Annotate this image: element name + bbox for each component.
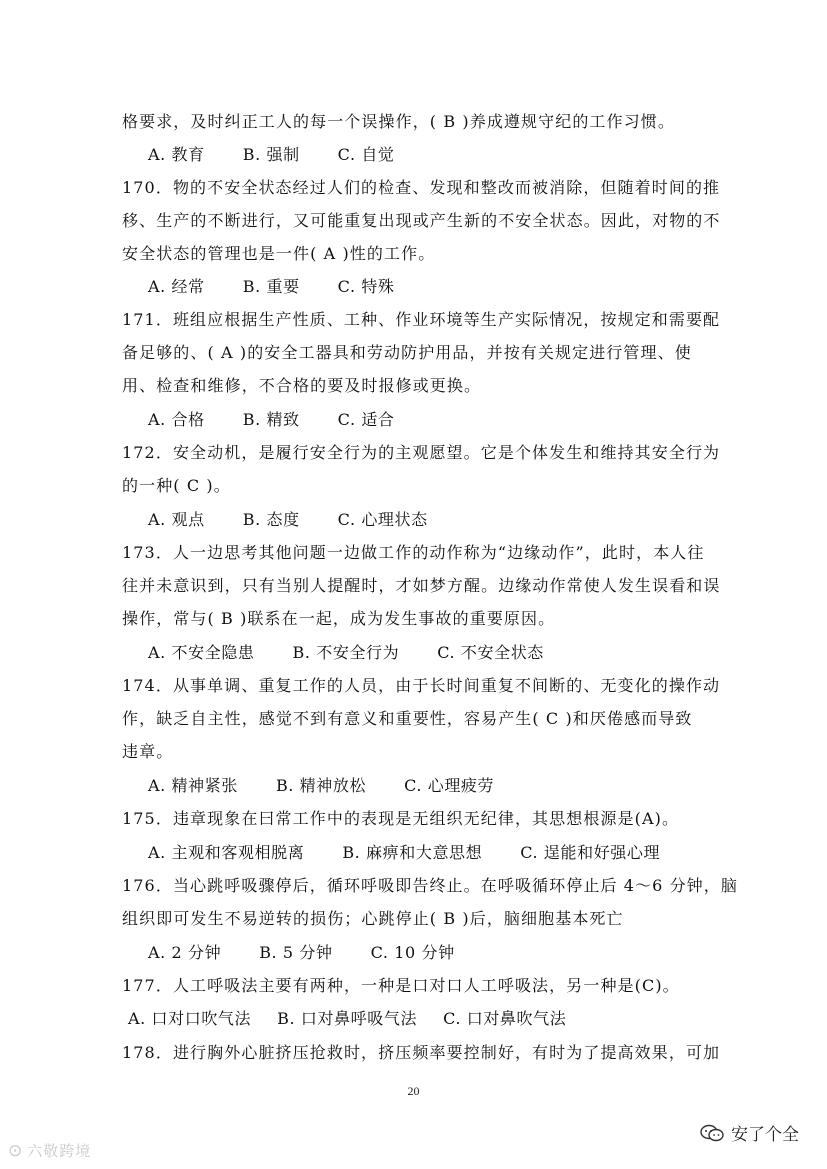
options-q171 [148,409,738,431]
option-c: C. 适合 [337,410,395,429]
question-176: 176．当心跳呼吸骤停后，循环呼吸即告终止。在呼吸循环停止后 4～6 分钟，脑 [122,876,738,895]
options-q170 [148,276,738,298]
options-q172 [148,509,738,531]
option-c: C. 10 分钟 [370,943,455,962]
question-172: 172．安全动机，是履行安全行为的主观愿望。它是个体发生和维持其安全行为 [122,443,721,462]
options-q169 [148,144,738,166]
text-line: 往并未意识到，只有当别人提醒时，才如梦方醒。边缘动作常使人发生误看和误 [122,576,721,595]
watermark-right [699,1120,799,1145]
option-c: C. 心理疲劳 [404,776,495,795]
options-q174 [148,775,738,797]
options-q175 [148,842,738,864]
wechat-icon [699,1124,725,1142]
option-a: A. 经常 [148,277,205,296]
option-a: A. 观点 [148,510,205,529]
options-q176 [148,942,738,964]
text-line: 作，缺乏自主性，感觉不到有意义和重要性，容易产生( C )和厌倦感而导致 [122,709,693,728]
text-line: 安全状态的管理也是一件( A )性的工作。 [122,244,436,263]
text-line: 移、生产的不断进行，又可能重复出现或产生新的不安全状态。因此，对物的不 [122,211,721,230]
options-q173 [148,642,738,664]
question-175: 175．违章现象在曰常工作中的表现是无组织无纪律，其思想根源是(A)。 [122,809,680,828]
option-c: C. 口对鼻吹气法 [443,1009,567,1028]
text-line: 组织即可发生不易逆转的损伤；心跳停止( B )后，脑细胞基本死亡 [122,909,624,928]
option-c: C. 不安全状态 [437,643,544,662]
option-c: C. 心理状态 [337,510,428,529]
option-b: B. 5 分钟 [259,943,333,962]
option-a: A. 口对口吹气法 [128,1009,252,1028]
option-b: B. 不安全行为 [292,643,400,662]
question-174: 174．从事单调、重复工作的人员，由于长时间重复不间断的、无变化的操作动 [122,676,721,695]
page-number: 20 [407,1084,420,1098]
option-a: A. 不安全隐患 [148,643,255,662]
watermark-logo-icon: ⊙ [8,1141,24,1161]
option-a: A. 合格 [148,410,205,429]
option-a: A. 教育 [148,145,205,164]
question-178: 178．进行胸外心脏挤压抢救时，挤压频率要控制好，有时为了提高效果，可加 [122,1043,721,1062]
text-line: 操作，常与( B )联系在一起，成为发生事故的重要原因。 [122,609,556,628]
watermark-left [8,1140,91,1161]
text-line: 的一种( C )。 [122,476,231,495]
option-a: A. 2 分钟 [148,943,222,962]
text-line: 备足够的、( A )的安全工器具和劳动防护用品，并按有关规定进行管理、使 [122,343,692,362]
option-b: B. 重要 [242,277,300,296]
watermark-left-text: 六敬跨境 [27,1142,92,1160]
option-a: A. 主观和客观相脱离 [148,843,305,862]
question-171: 171．班组应根据生产性质、工种、作业环境等生产实际情况，按规定和需要配 [122,310,721,329]
option-b: B. 态度 [242,510,300,529]
option-b: B. 精神放松 [275,776,367,795]
option-b: B. 口对鼻呼吸气法 [277,1009,418,1028]
options-q177 [128,1008,718,1030]
option-b: B. 麻痹和大意思想 [342,843,483,862]
option-a: A. 精神紧张 [148,776,238,795]
text-line: 格要求，及时纠正工人的每一个误操作，( B )养成遵规守纪的工作习惯。 [122,112,675,131]
question-170: 170．物的不安全状态经过人们的检查、发现和整改而被消除，但随着时间的推 [122,178,721,197]
question-173: 173．人一边思考其他问题一边做工作的动作称为“边缘动作”，此时，本人往 [122,543,705,562]
option-c: C. 自觉 [337,145,395,164]
option-c: C. 特殊 [337,277,395,296]
option-b: B. 精致 [242,410,300,429]
option-c: C. 逞能和好强心理 [520,843,661,862]
option-b: B. 强制 [242,145,300,164]
question-177: 177．人工呼吸法主要有两种，一种是口对口人工呼吸法，另一种是(C)。 [122,976,680,995]
text-line: 违章。 [122,742,174,761]
watermark-right-text: 安了个全 [731,1125,799,1145]
text-line: 用、检查和维修，不合格的要及时报修或更换。 [122,376,482,395]
